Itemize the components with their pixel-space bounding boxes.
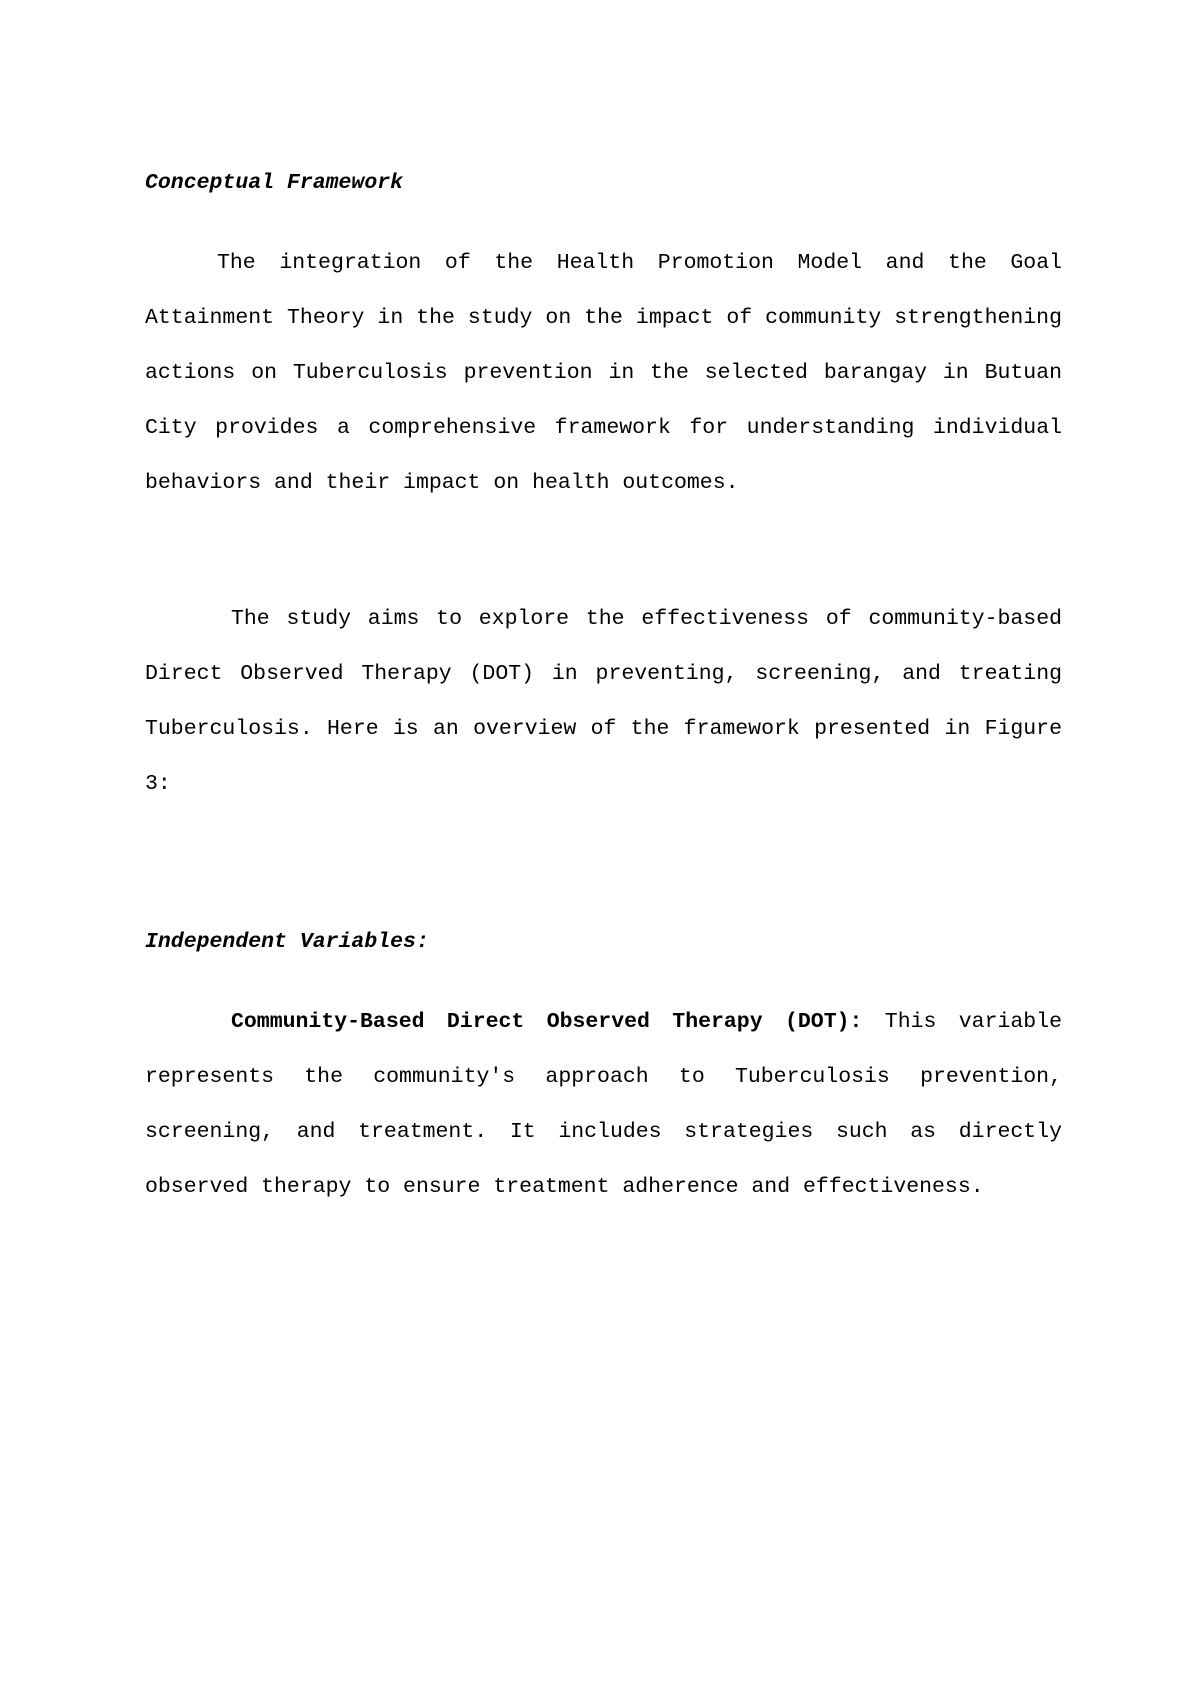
heading-independent-variables: Independent Variables: bbox=[145, 930, 429, 954]
paragraph-integration: The integration of the Health Promotion Model and the Goal Attainment Theory in the study on the impact of community strengthening actions on Tuberculosis prevention in the selected barangay in Butuan City provides a comprehensive framework for understanding individual behaviors and their impact on health outcomes. bbox=[145, 251, 1062, 495]
term-community-based-dot: Community-Based Direct Observed Therapy (DOT): bbox=[231, 1010, 863, 1034]
paragraph-study-aims: The study aims to explore the effectiveness of community-based Direct Observed Therapy (DOT) in preventing, screening, and treating Tuberculosis. Here is an overview of the framework presented in Figure 3: bbox=[145, 607, 1062, 796]
paragraph-dot-variable bbox=[145, 995, 1062, 1215]
heading-conceptual-framework: Conceptual Framework bbox=[145, 171, 404, 195]
paragraph-dot-variable-body: This variable represents the community's approach to Tuberculosis prevention, screening, and treatment. It includes strategies such as directly observed therapy to ensure treatment adherence and effectiveness. bbox=[145, 1010, 1063, 1199]
